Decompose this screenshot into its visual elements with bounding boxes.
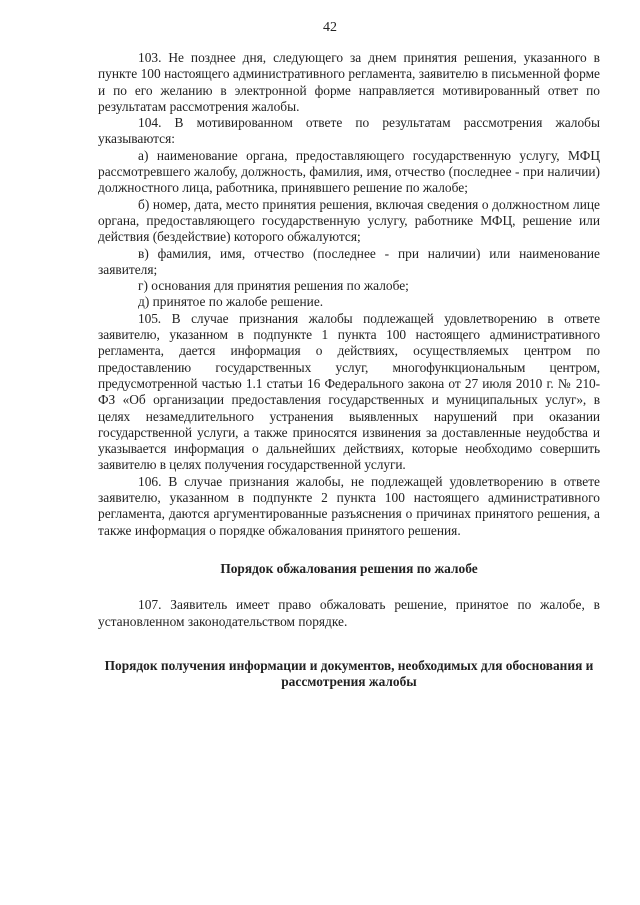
document-body xyxy=(98,50,600,690)
section-heading-appeal: Порядок обжалования решения по жалобе xyxy=(220,560,478,576)
list-item-d: д) принятое по жалобе решение. xyxy=(138,294,324,310)
list-item-b: б) номер, дата, место принятия решения, включая сведения о должностном лице органа, предоставляющего государственную услугу, работнике МФЦ, решение или действия (бездействие) которого обжалуются; xyxy=(98,196,600,245)
paragraph-106: 106. В случае признания жалобы, не подлежащей удовлетворению в ответе заявителю, указанном в подпункте 2 пункта 100 настоящего административного регламента, даются аргументированные разъяснения о причинах принятого решения, а также информация о порядке обжалования принятого решения. xyxy=(98,473,600,538)
list-item-v: в) фамилия, имя, отчество (последнее - при наличии) или наименование заявителя; xyxy=(98,245,600,277)
paragraph-107: 107. Заявитель имеет право обжаловать решение, принятое по жалобе, в установленном законодательством порядке. xyxy=(98,597,600,629)
page-number: 42 xyxy=(323,20,337,35)
paragraph-105: 105. В случае признания жалобы подлежащей удовлетворению в ответе заявителю, указанном в подпункте 1 пункта 100 настоящего административного регламента, дается информация о действиях, осуществляемых центром по предоставлению государственных услуг, многофункциональным центром, предусмотренной частью 1.1 статьи 16 Федерального закона от 27 июля 2010 г. № 210-ФЗ «Об организации предоставления государственных и муниципальных услуг», в целях незамедлительного устранения выявленных нарушений при оказании государственной услуги, а также приносятся извинения за доставленные неудобства и указывается информация о дальнейших действиях, которые необходимо совершить заявителю в целях получения государственной услуги. xyxy=(98,310,600,473)
list-item-g: г) основания для принятия решения по жалобе; xyxy=(138,278,409,294)
paragraph-103: 103. Не позднее дня, следующего за днем принятия решения, указанного в пункте 100 настоящего административного регламента, заявителю в письменной форме и по его желанию в электронной форме направляется мотивированный ответ по результатам рассмотрения жалобы. xyxy=(98,50,600,114)
paragraph-104: 104. В мотивированном ответе по результатам рассмотрения жалобы указываются: xyxy=(98,115,600,147)
list-item-a: а) наименование органа, предоставляющего государственную услугу, МФЦ рассмотревшего жалобу, должность, фамилия, имя, отчество (последнее - при наличии) должностного лица, работника, принявшего решение по жалобе; xyxy=(98,147,600,196)
section-heading-documents: Порядок получения информации и документов, необходимых для обоснования и рассмотрения жалобы xyxy=(104,657,594,690)
